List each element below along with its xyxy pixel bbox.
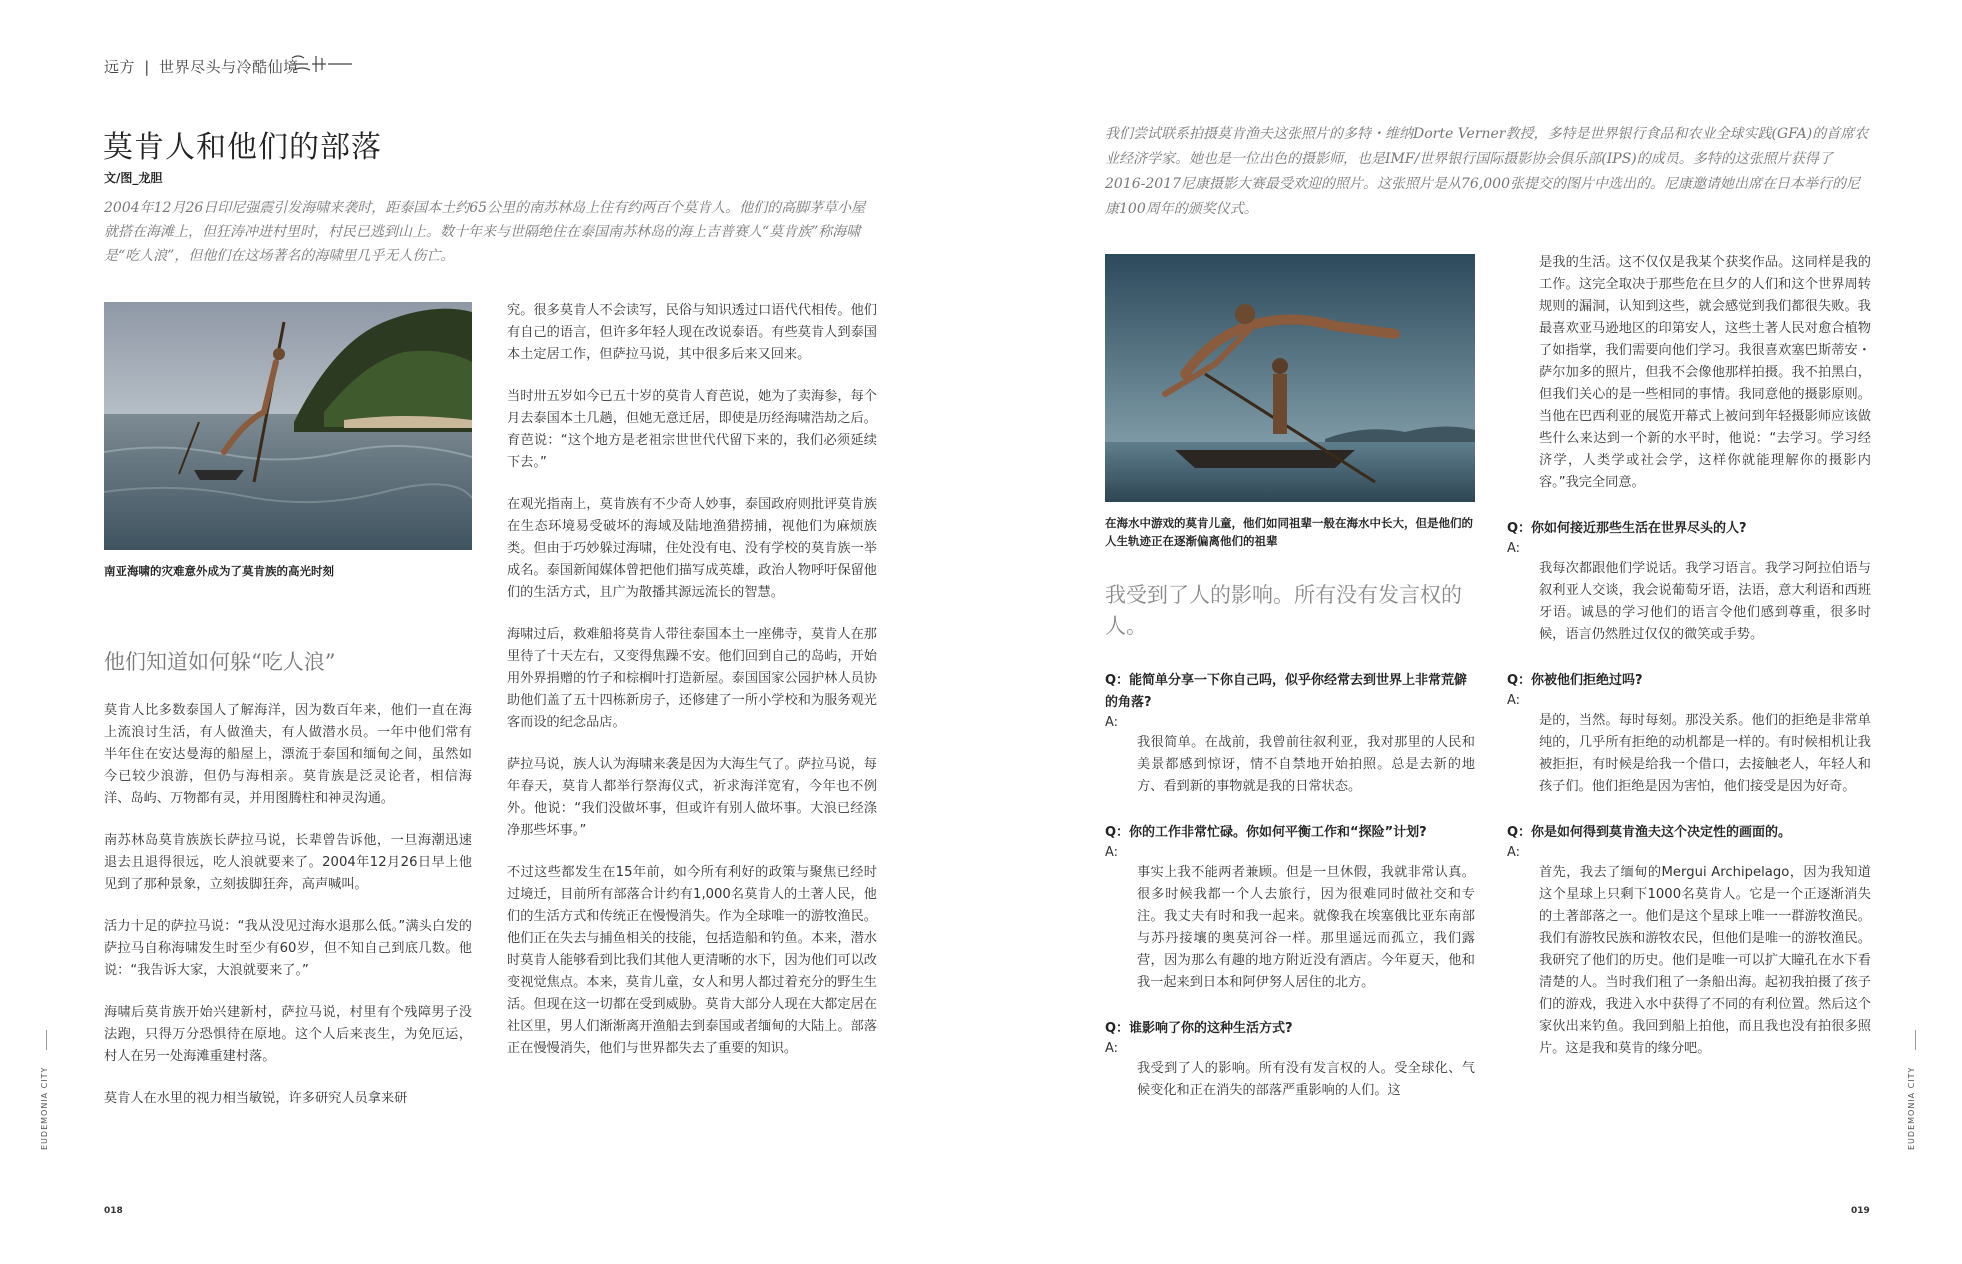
fisherman-photo — [104, 302, 472, 550]
answer-label: A: — [1507, 693, 1521, 708]
section-name: 远方 — [104, 58, 136, 76]
answer: 我每次都跟他们学说话。我学习语言。我学习阿拉伯语与叙利亚人交谈，我会说葡萄牙语，法语，意大利语和西班牙语。诚恳的学习他们的语言令他们感到尊重，很多时候，语言仍然胜过仅仅的微笑或手势。 — [1539, 561, 1871, 642]
question: Q：谁影响了你的这种生活方式? — [1105, 1021, 1293, 1036]
answer-label: A: — [1507, 541, 1521, 556]
children-photo-image — [1105, 254, 1475, 502]
photo2-caption: 在海水中游戏的莫肯儿童，他们如同祖辈一般在海水中长大，但是他们的人生轨迹正在逐渐偏离他们的祖辈 — [1105, 516, 1473, 548]
article-column-2 — [507, 300, 877, 1080]
lead-paragraph: 2004年12月26日印尼强震引发海啸来袭时，距泰国本土约65公里的南苏林岛上住有约两百个莫肯人。他们的高脚茅草小屋就搭在海滩上，但狂涛冲进村里时，村民已逃到山上。数十年来与世隔绝住在泰国南苏林岛的海上吉普赛人“莫肯族”称海啸是“吃人浪”，但他们在这场著名的海啸里几乎无人伤亡。 — [104, 200, 866, 264]
paragraph: 海啸过后，救难船将莫肯人带往泰国本土一座佛寺，莫肯人在那里待了十天左右，又变得焦躁不安。他们回到自己的岛屿，开始用外界捐赠的竹子和棕榈叶打造新屋。泰国国家公园护林人员协助他们盖了五十四栋新房子，还修建了一所小学校和为服务观光客而设的纪念品店。 — [507, 627, 877, 730]
answer-label: A: — [1105, 715, 1119, 730]
page-number-left: 018 — [104, 1206, 123, 1216]
children-photo — [1105, 254, 1475, 502]
question: Q：你如何接近那些生活在世界尽头的人? — [1507, 521, 1747, 536]
paragraph: 海啸后莫肯族开始兴建新村，萨拉马说，村里有个残障男子没法跑，只得万分恐惧待在原地。这个人后来丧生，为免厄运，村人在另一处海滩重建村落。 — [104, 1005, 472, 1064]
photo1-caption: 南亚海啸的灾难意外成为了莫肯族的高光时刻 — [104, 564, 334, 578]
vertical-magazine-label: EUDEMONIA CITY — [1907, 1066, 1916, 1150]
right-page — [981, 0, 1962, 1264]
article-title: 莫肯人和他们的部落 — [103, 130, 382, 165]
paragraph: 在观光指南上，莫肯族有不少奇人妙事，泰国政府则批评莫肯族在生态环境易受破坏的海域及陆地渔猎捞捕，视他们为麻烦族类。但由于巧妙躲过海啸，住处没有电、没有学校的莫肯族一举成名。泰国新闻媒体曾把他们描写成英雄，政治人物呼吁保留他们的生活方式，且广为散播其源远流长的智慧。 — [507, 497, 877, 600]
answer-label: A: — [1507, 845, 1521, 860]
paragraph: 莫肯人在水里的视力相当敏锐，许多研究人员拿来研 — [104, 1091, 408, 1106]
byline: 文/图_龙胆 — [104, 171, 163, 185]
vertical-magazine-label: EUDEMONIA CITY — [40, 1066, 49, 1150]
question: Q：能简单分享一下你自己吗，似乎你经常去到世界上非常荒僻的角落? — [1105, 673, 1468, 710]
answer: 是的，当然。每时每刻。那没关系。他们的拒绝是非常单纯的，几乎所有拒绝的动机都是一样的。有时候相机让我被拒拒，有时候是给我一个借口，去接触老人，年轻人和孩子们。他们拒绝是因为害怕，他们接受是因为好奇。 — [1539, 713, 1871, 794]
paragraph: 当时卅五岁如今已五十岁的莫肯人育芭说，她为了卖海参，每个月去泰国本土几趟，但她无意迁居，即使是历经海啸浩劫之后。育芭说：“这个地方是老祖宗世世代代留下来的，我们必须延续下去。” — [507, 389, 877, 470]
page-number-right: 019 — [1851, 1206, 1870, 1216]
intro-paragraph: 我们尝试联系拍摄莫肯渔夫这张照片的多特・维纳Dorte Verner教授，多特是世界银行食品和农业全球实践(GFA)的首席农业经济学家。她也是一位出色的摄影师，也是IMF/世界银行国际摄影协会俱乐部(IPS)的成员。多特的这张照片获得了2016-2017尼康摄影大赛最受欢迎的照片。这张照片是从76,000张提交的图片中选出的。尼康邀请她出席在日本举行的尼康100周年的颁奖仪式。 — [1105, 126, 1869, 217]
answer: 我受到了人的影响。所有没有发言权的人。受全球化、气候变化和正在消失的部落严重影响的人们。这 — [1137, 1061, 1475, 1098]
article-column-1 — [104, 700, 472, 1130]
answer-label: A: — [1105, 845, 1119, 860]
section-subhead: 他们知道如何躲“吃人浪” — [104, 650, 336, 674]
paragraph: 活力十足的萨拉马说：“我从没见过海水退那么低。”满头白发的萨拉马自称海啸发生时至少有60岁，但不知自己到底几数。他说：“我告诉大家，大浪就要来了。” — [104, 919, 472, 978]
paragraph: 萨拉马说，族人认为海啸来袭是因为大海生气了。萨拉马说，每年春天，莫肯人都举行祭海仪式，祈求海洋宽宥，今年也不例外。他说：“我们没做坏事，但或许有别人做坏事。大浪已经涤净那些坏事。” — [507, 757, 877, 838]
question: Q：你的工作非常忙碌。你如何平衡工作和“探险”计划? — [1105, 825, 1427, 840]
margin-rule — [1915, 1030, 1916, 1050]
answer: 首先，我去了缅甸的Mergui Archipelago，因为我知道这个星球上只剩下1000名莫肯人。它是一个正逐渐消失的土著部落之一。他们是这个星球上唯一一群游牧渔民。我们有游牧民族和游牧农民，但他们是唯一的游牧渔民。我研究了他们的历史。他们是唯一可以扩大瞳孔在水下看清楚的人。当时我们租了一条船出海。起初我拍摄了孩子们的游戏，我进入水中获得了不同的有利位置。然后这个家伙出来钓鱼。我回到船上拍他，而且我也没有拍很多照片。这是我和莫肯的缘分吧。 — [1539, 865, 1871, 1056]
answer: 我很简单。在战前，我曾前往叙利亚，我对那里的人民和美景都感到惊讶，情不自禁地开始拍照。总是去新的地方、看到新的事物就是我的日常状态。 — [1137, 735, 1475, 794]
paragraph: 南苏林岛莫肯族族长萨拉马说，长辈曾告诉他，一旦海潮迅速退去且退得很远，吃人浪就要来了。2004年12月26日早上他见到了那种景象，立刻拔脚狂奔，高声喊叫。 — [104, 833, 472, 892]
qa-column-1 — [1105, 670, 1475, 1102]
qa-column-2 — [1507, 252, 1871, 1060]
paragraph: 究。很多莫肯人不会读写，民俗与知识透过口语代代相传。他们有自己的语言，但许多年轻人现在改说泰语。有些莫肯人到泰国本土定居工作，但萨拉马说，其中很多后来又回来。 — [507, 303, 877, 362]
pull-quote: 我受到了人的影响。所有没有发言权的人。 — [1105, 583, 1462, 638]
answer-continued: 是我的生活。这不仅仅是我某个获奖作品。这同样是我的工作。这完全取决于那些危在旦夕的人们和这个世界周转规则的漏洞，认知到这些，就会感觉到我们都很失败。我最喜欢亚马逊地区的印第安人，这些土著人民对愈合植物了如指掌，我们需要向他们学习。我很喜欢塞巴斯蒂安・萨尔加多的照片，但我不会像他那样拍摄。我不拍黑白，但我们关心的是一些相同的事情。我同意他的摄影原则。当他在巴西利亚的展览开幕式上被问到年轻摄影师应该做些什么来达到一个新的水平时，他说：“去学习。学习经济学，人类学或社会学，这样你就能理解你的摄影内容。”我完全同意。 — [1539, 255, 1871, 490]
fisherman-photo-image — [104, 302, 472, 550]
header-separator: | — [144, 58, 150, 76]
section-header — [104, 56, 299, 77]
question: Q：你被他们拒绝过吗? — [1507, 673, 1643, 688]
margin-rule — [46, 1030, 47, 1050]
section-subtitle: 世界尽头与冷酷仙境 — [159, 58, 299, 76]
paragraph: 不过这些都发生在15年前，如今所有利好的政策与聚焦已经时过境迁，目前所有部落合计约有1,000名莫肯人的土著人民，他们的生活方式和传统正在慢慢消失。作为全球唯一的游牧渔民。他们正在失去与捕鱼相关的技能，包括造船和钓鱼。本来，潜水时莫肯人能够看到比我们其他人更清晰的水下，因为他们可以改变视觉焦点。本来，莫肯儿童，女人和男人都过着充分的野生生活。但现在这一切都在受到威胁。莫肯大部分人现在大都定居在社区里，男人们渐渐离开渔船去到泰国或者缅甸的大陆上。部落正在慢慢消失，他们与世界都失去了重要的知识。 — [507, 865, 877, 1056]
question: Q：你是如何得到莫肯渔夫这个决定性的画面的。 — [1507, 825, 1792, 840]
header-ornament-icon — [290, 52, 354, 74]
answer-label: A: — [1105, 1041, 1119, 1056]
answer: 事实上我不能两者兼顾。但是一旦休假，我就非常认真。很多时候我都一个人去旅行，因为很难同时做社交和专注。我丈夫有时和我一起来。就像我在埃塞俄比亚东南部与苏丹接壤的奥莫河谷一样。那里遥远而孤立，我们露营，因为那么有趣的地方附近没有酒店。今年夏天，他和我一起来到日本和阿伊努人居住的北方。 — [1137, 865, 1475, 990]
paragraph: 莫肯人比多数泰国人了解海洋，因为数百年来，他们一直在海上流浪讨生活，有人做渔夫，有人做潜水员。一年中他们常有半年住在安达曼海的船屋上，漂流于泰国和缅甸之间，虽然如今已较少浪游，但仍与海相亲。莫肯族是泛灵论者，相信海洋、岛屿、万物都有灵，并用图腾柱和神灵沟通。 — [104, 703, 472, 806]
